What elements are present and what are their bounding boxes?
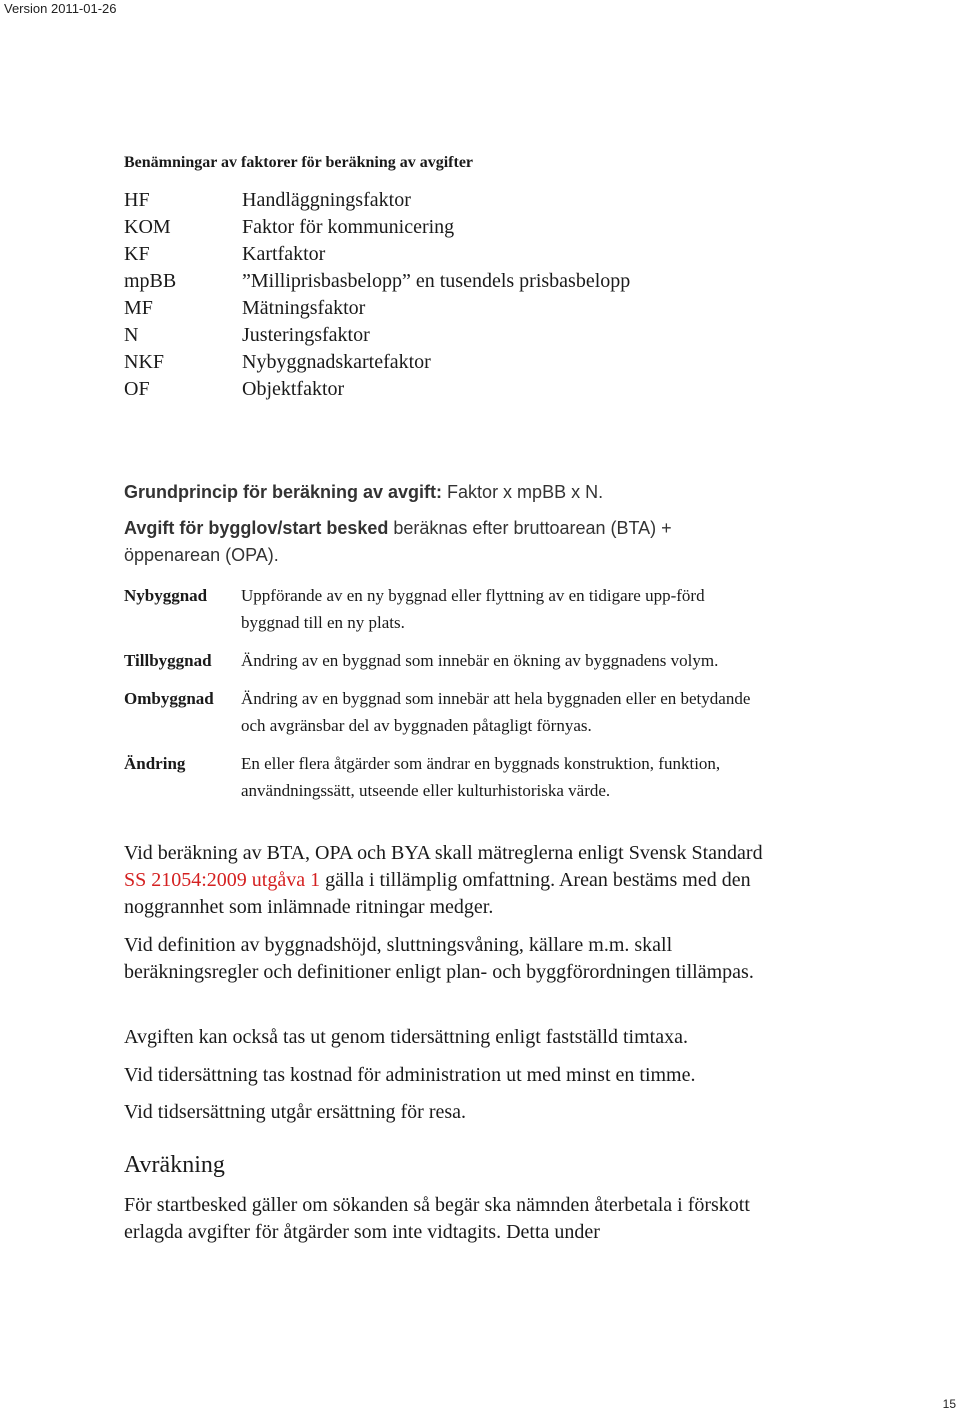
- definition-term: Tillbyggnad: [124, 651, 212, 670]
- factor-list: [124, 187, 630, 403]
- avgift-bold: Avgift för bygglov/start besked: [124, 518, 389, 538]
- factor-code: HF: [124, 189, 150, 211]
- definition-row: [124, 582, 761, 636]
- list-item: [124, 187, 630, 214]
- factor-code: KF: [124, 243, 150, 265]
- version-label: Version 2011-01-26: [4, 1, 117, 16]
- factor-desc: Kartfaktor: [242, 243, 326, 265]
- list-item: [124, 214, 630, 241]
- list-item: [124, 349, 630, 376]
- standard-link[interactable]: SS 21054:2009 utgåva 1: [124, 869, 321, 891]
- factor-desc: Faktor för kommunicering: [242, 216, 455, 238]
- factor-code: NKF: [124, 351, 165, 373]
- definition-text: En eller flera åtgärder som ändrar en byggnads konstruktion, funktion, användningssätt, utseende eller kulturhistoriska värde.: [241, 754, 721, 800]
- list-item: [124, 268, 630, 295]
- principle-line: [124, 479, 603, 506]
- bta-text-before: Vid beräkning av BTA, OPA och BYA skall mätreglerna enligt Svensk Standard: [124, 842, 763, 864]
- list-item: [124, 376, 630, 403]
- factor-code: N: [124, 324, 139, 346]
- list-item: [124, 322, 630, 349]
- bta-text-after: gälla i tillämplig omfattning. Arean bestäms med den noggrannhet som inlämnade ritningar medger.: [124, 869, 751, 918]
- factor-desc: Justeringsfaktor: [242, 324, 370, 346]
- factor-desc: Handläggningsfaktor: [242, 189, 411, 211]
- bta-paragraph: [124, 840, 764, 921]
- avrakning-paragraph: För startbesked gäller om sökanden så begär ska nämnden återbetala i förskott erlagda avgifter för åtgärder som inte vidtagits. Detta under: [124, 1194, 750, 1243]
- avgift-text: beräknas efter bruttoarean (BTA) + öppenarean (OPA).: [124, 518, 672, 565]
- height-paragraph: Vid definition av byggnadshöjd, sluttningsvåning, källare m.m. skall beräkningsregler och definitioner enligt plan- och byggförordningen tillämpas.: [124, 934, 754, 983]
- definition-row: [124, 647, 761, 674]
- definition-text: Ändring av en byggnad som innebär att hela byggnaden eller en betydande och avgränsbar del av byggnaden påtagligt förnyas.: [241, 689, 751, 735]
- timtaxa-paragraph: Avgiften kan också tas ut genom tidersättning enligt fastställd timtaxa.: [124, 1026, 688, 1048]
- principle-text: Faktor x mpBB x N.: [442, 482, 604, 502]
- factor-desc: Objektfaktor: [242, 378, 345, 400]
- admin-paragraph: Vid tidersättning tas kostnad för administration ut med minst en timme.: [124, 1064, 696, 1086]
- definitions-list: [124, 582, 761, 815]
- factor-code: mpBB: [124, 270, 177, 292]
- factor-desc: Mätningsfaktor: [242, 297, 366, 319]
- page-number: 15: [942, 1397, 956, 1411]
- definition-text: Uppförande av en ny byggnad eller flyttning av en tidigare upp-förd byggnad till en ny plats.: [241, 586, 705, 632]
- definition-row: [124, 685, 761, 739]
- list-item: [124, 241, 630, 268]
- factor-code: KOM: [124, 216, 171, 238]
- resa-paragraph: Vid tidsersättning utgår ersättning för resa.: [124, 1101, 467, 1123]
- definition-row: [124, 750, 761, 804]
- list-item: [124, 295, 630, 322]
- definition-term: Ombyggnad: [124, 689, 214, 708]
- definition-term: Nybyggnad: [124, 586, 208, 605]
- factor-code: MF: [124, 297, 153, 319]
- avgift-paragraph: [124, 515, 764, 569]
- definition-term: Ändring: [124, 754, 186, 773]
- factors-heading: Benämningar av faktorer för beräkning av avgifter: [124, 154, 474, 171]
- factor-desc: Nybyggnadskartefaktor: [242, 351, 431, 373]
- principle-bold: Grundprincip för beräkning av avgift:: [124, 482, 443, 502]
- factor-code: OF: [124, 378, 150, 400]
- definition-text: Ändring av en byggnad som innebär en ökning av byggnadens volym.: [241, 651, 719, 670]
- factor-desc: ”Milliprisbasbelopp” en tusendels prisbasbelopp: [242, 270, 631, 292]
- avrakning-heading: Avräkning: [124, 1152, 225, 1178]
